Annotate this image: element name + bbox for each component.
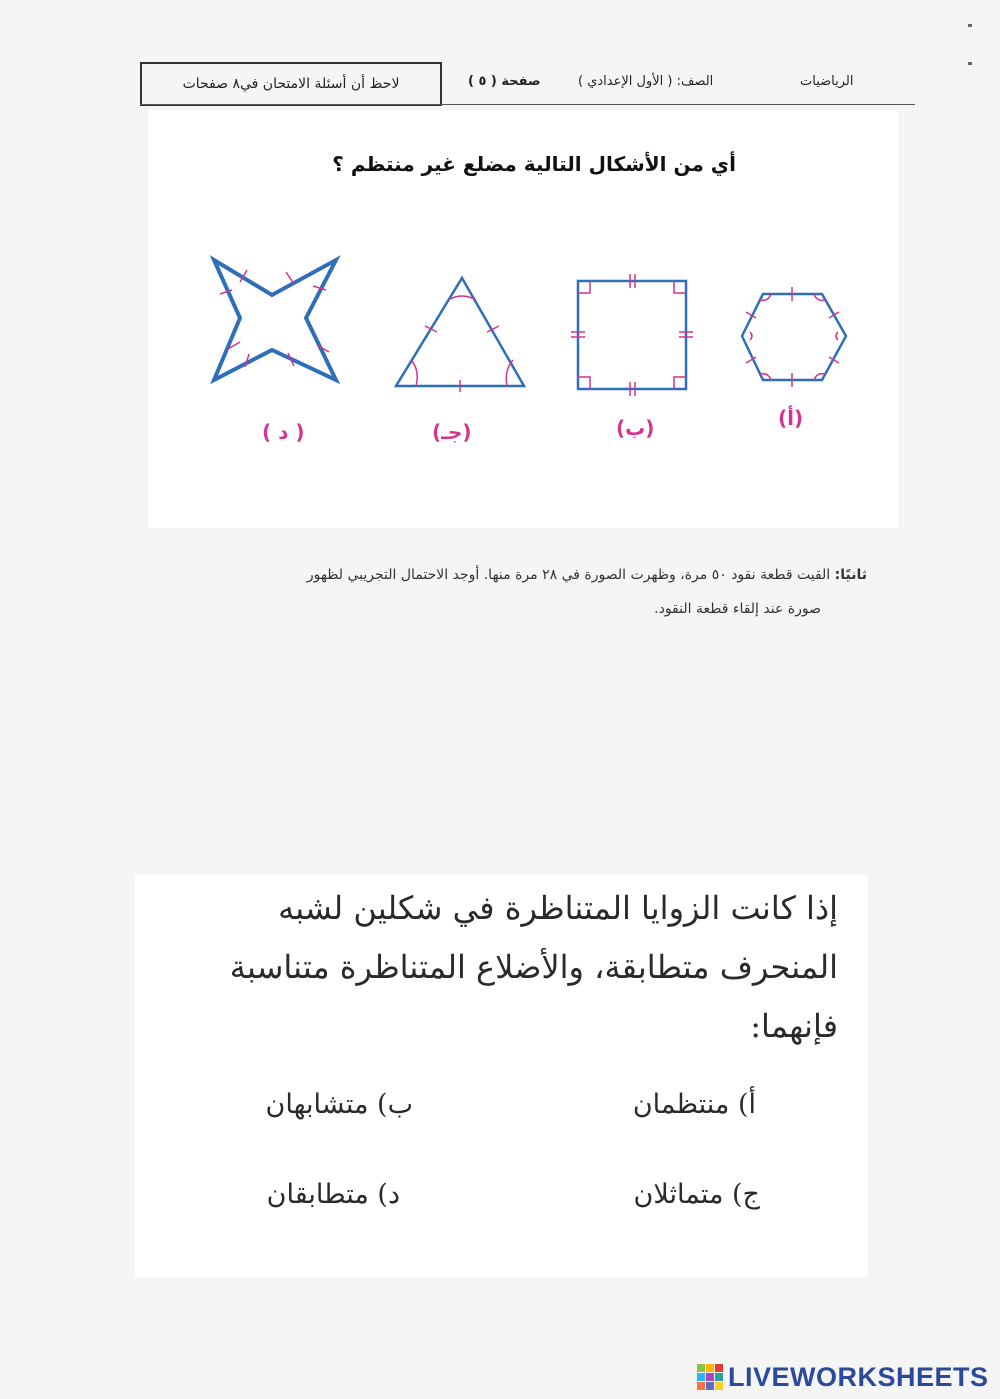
- option-c-label[interactable]: (جـ): [432, 420, 472, 444]
- square-shape[interactable]: [571, 274, 693, 396]
- question2-text: القيت قطعة نقود ٥٠ مرة، وظهرت الصورة في ٢٨ مرة منها. أوجد الاحتمال التجريبي لظهور: [306, 567, 831, 583]
- subject-label: الرياضيات: [800, 74, 854, 89]
- header-divider: [140, 104, 915, 105]
- shapes-figure: [148, 110, 898, 528]
- notice-box: لاحظ أن أسئلة الامتحان في٨ صفحات: [140, 62, 442, 106]
- liveworksheets-brand: [696, 1361, 989, 1393]
- scan-dot: [968, 24, 972, 27]
- star-shape[interactable]: [214, 260, 336, 380]
- question2-line1: [177, 558, 867, 592]
- question2-line2: صورة عند إلقاء قطعة النقود.: [654, 601, 821, 617]
- choice-d[interactable]: د) متطابقان: [266, 1179, 400, 1210]
- exam-header: [140, 62, 915, 106]
- scan-dot: [968, 62, 972, 65]
- question3-text: [138, 879, 838, 1056]
- question3-line1: إذا كانت الزوايا المتناظرة في شكلين لشبه: [278, 889, 838, 927]
- choice-b[interactable]: ب) متشابهان: [265, 1089, 413, 1120]
- question2-lead: ثانيًا:: [834, 567, 867, 583]
- question2: [177, 558, 867, 626]
- option-b-label[interactable]: (ب): [616, 416, 655, 440]
- question3-card: [135, 875, 868, 1277]
- option-d-label[interactable]: ( د ): [262, 420, 305, 444]
- brand-name: LIVEWORKSHEETS: [728, 1361, 989, 1392]
- question3-line2: المنحرف متطابقة، والأضلاع المتناظرة متناسبة: [229, 948, 838, 986]
- triangle-shape[interactable]: [396, 278, 524, 392]
- question1-title: أي من الأشكال التالية مضلع غير منتظم ؟: [332, 152, 736, 176]
- option-a-label[interactable]: (أ): [778, 406, 804, 430]
- question1-card: [148, 110, 898, 528]
- liveworksheets-logo-icon: [696, 1363, 724, 1391]
- choice-a[interactable]: أ) منتظمان: [632, 1089, 756, 1120]
- hexagon-shape[interactable]: [742, 287, 846, 387]
- question3-line3: فإنهما:: [750, 1007, 838, 1045]
- grade-label: الصف: ( الأول الإعدادي ): [578, 74, 714, 89]
- page-number: صفحة ( ٥ ): [468, 74, 541, 89]
- choice-c[interactable]: ج) متماثلان: [633, 1179, 760, 1210]
